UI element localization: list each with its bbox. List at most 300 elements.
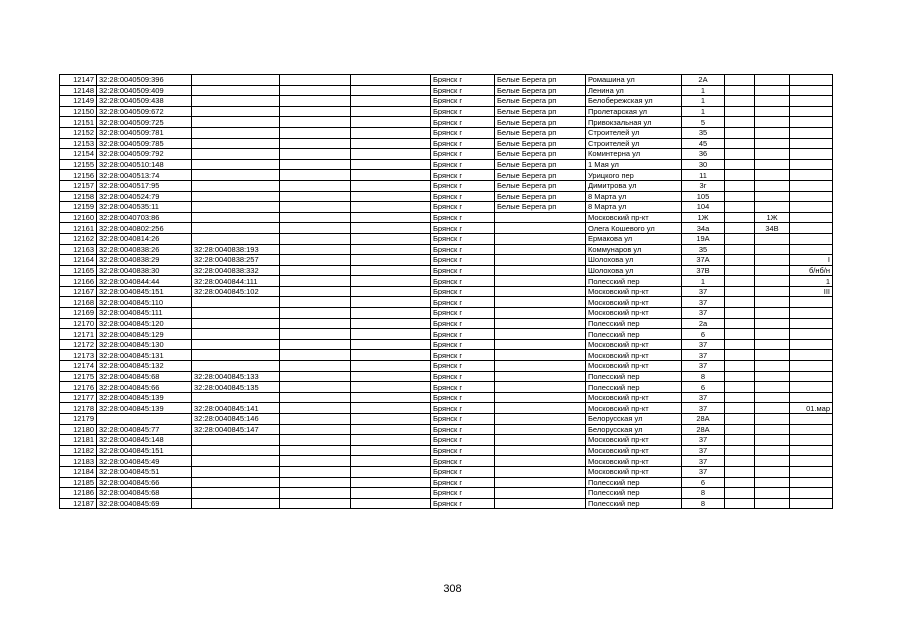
settlement-cell: Белые Берега рп <box>495 138 586 149</box>
house-cell: 30 <box>682 159 725 170</box>
blank-col-4 <box>280 435 351 446</box>
premises-cell <box>790 159 833 170</box>
blank-col-4 <box>280 233 351 244</box>
city-cell: Брянск г <box>431 85 495 96</box>
city-cell: Брянск г <box>431 180 495 191</box>
premises-cell <box>790 424 833 435</box>
street-cell: Строителей ул <box>586 127 682 138</box>
cadastral-number: 32:28:0040845:66 <box>97 382 192 393</box>
house-cell: 6 <box>682 329 725 340</box>
related-cadastral-number <box>192 361 280 372</box>
cadastral-number: 32:28:0040509:785 <box>97 138 192 149</box>
settlement-cell: Белые Берега рп <box>495 85 586 96</box>
premises-cell <box>790 477 833 488</box>
related-cadastral-number <box>192 212 280 223</box>
settlement-cell <box>495 212 586 223</box>
street-cell: Московский пр-кт <box>586 286 682 297</box>
blank-col-5 <box>351 96 431 107</box>
related-cadastral-number: 32:28:0040838:257 <box>192 255 280 266</box>
city-cell: Брянск г <box>431 361 495 372</box>
blank-col-5 <box>351 117 431 128</box>
blank-col-4 <box>280 318 351 329</box>
row-number: 12185 <box>60 477 97 488</box>
cadastral-number <box>97 414 192 425</box>
city-cell: Брянск г <box>431 403 495 414</box>
cadastral-number: 32:28:0040524:79 <box>97 191 192 202</box>
blank-col-5 <box>351 244 431 255</box>
blank-col-4 <box>280 202 351 213</box>
premises-cell: 01.мар <box>790 403 833 414</box>
structure-cell <box>755 233 790 244</box>
cadastral-number: 32:28:0040845:69 <box>97 498 192 509</box>
city-cell: Брянск г <box>431 445 495 456</box>
settlement-cell <box>495 286 586 297</box>
cadastral-number: 32:28:0040845:68 <box>97 488 192 499</box>
table-row <box>60 127 833 138</box>
street-cell: 1 Мая ул <box>586 159 682 170</box>
row-number: 12150 <box>60 106 97 117</box>
structure-cell <box>755 138 790 149</box>
related-cadastral-number: 32:28:0040845:135 <box>192 382 280 393</box>
premises-cell <box>790 180 833 191</box>
building-cell <box>725 265 755 276</box>
related-cadastral-number: 32:28:0040838:193 <box>192 244 280 255</box>
street-cell: Московский пр-кт <box>586 456 682 467</box>
premises-cell: I <box>790 255 833 266</box>
table-row <box>60 403 833 414</box>
street-cell: Ленина ул <box>586 85 682 96</box>
cadastral-number: 32:28:0040535:11 <box>97 202 192 213</box>
house-cell: 28А <box>682 414 725 425</box>
street-cell: Белорусская ул <box>586 424 682 435</box>
settlement-cell <box>495 233 586 244</box>
building-cell <box>725 414 755 425</box>
structure-cell <box>755 85 790 96</box>
row-number: 12186 <box>60 488 97 499</box>
cadastral-number: 32:28:0040845:77 <box>97 424 192 435</box>
row-number: 12178 <box>60 403 97 414</box>
cadastral-number: 32:28:0040845:151 <box>97 286 192 297</box>
house-cell: 104 <box>682 202 725 213</box>
premises-cell <box>790 329 833 340</box>
building-cell <box>725 382 755 393</box>
related-cadastral-number <box>192 329 280 340</box>
settlement-cell <box>495 435 586 446</box>
row-number: 12173 <box>60 350 97 361</box>
structure-cell <box>755 286 790 297</box>
cadastral-number: 32:28:0040845:111 <box>97 308 192 319</box>
street-cell: Белобережская ул <box>586 96 682 107</box>
row-number: 12161 <box>60 223 97 234</box>
table-row <box>60 75 833 86</box>
city-cell: Брянск г <box>431 329 495 340</box>
related-cadastral-number <box>192 445 280 456</box>
structure-cell <box>755 350 790 361</box>
row-number: 12168 <box>60 297 97 308</box>
city-cell: Брянск г <box>431 392 495 403</box>
premises-cell <box>790 339 833 350</box>
house-cell: 1 <box>682 96 725 107</box>
structure-cell <box>755 106 790 117</box>
building-cell <box>725 361 755 372</box>
blank-col-5 <box>351 414 431 425</box>
structure-cell <box>755 477 790 488</box>
table-row <box>60 308 833 319</box>
table-row <box>60 106 833 117</box>
street-cell: Шолохова ул <box>586 255 682 266</box>
house-cell: 11 <box>682 170 725 181</box>
related-cadastral-number <box>192 75 280 86</box>
related-cadastral-number <box>192 191 280 202</box>
related-cadastral-number <box>192 96 280 107</box>
table-row <box>60 297 833 308</box>
structure-cell <box>755 392 790 403</box>
settlement-cell <box>495 297 586 308</box>
settlement-cell: Белые Берега рп <box>495 149 586 160</box>
structure-cell: 34В <box>755 223 790 234</box>
city-cell: Брянск г <box>431 435 495 446</box>
blank-col-5 <box>351 466 431 477</box>
premises-cell <box>790 308 833 319</box>
settlement-cell <box>495 361 586 372</box>
house-cell: 35 <box>682 127 725 138</box>
building-cell <box>725 191 755 202</box>
structure-cell <box>755 414 790 425</box>
settlement-cell <box>495 371 586 382</box>
blank-col-4 <box>280 308 351 319</box>
table-row <box>60 149 833 160</box>
city-cell: Брянск г <box>431 191 495 202</box>
house-cell: 34а <box>682 223 725 234</box>
settlement-cell <box>495 339 586 350</box>
street-cell: 8 Марта ул <box>586 191 682 202</box>
house-cell: 2а <box>682 318 725 329</box>
table-row <box>60 233 833 244</box>
settlement-cell: Белые Берега рп <box>495 170 586 181</box>
blank-col-4 <box>280 392 351 403</box>
related-cadastral-number <box>192 127 280 138</box>
row-number: 12184 <box>60 466 97 477</box>
settlement-cell <box>495 255 586 266</box>
row-number: 12172 <box>60 339 97 350</box>
structure-cell <box>755 149 790 160</box>
settlement-cell <box>495 329 586 340</box>
related-cadastral-number: 32:28:0040845:133 <box>192 371 280 382</box>
row-number: 12180 <box>60 424 97 435</box>
building-cell <box>725 138 755 149</box>
structure-cell <box>755 424 790 435</box>
street-cell: Московский пр-кт <box>586 445 682 456</box>
row-number: 12176 <box>60 382 97 393</box>
cadastral-number: 32:28:0040814:26 <box>97 233 192 244</box>
settlement-cell: Белые Берега рп <box>495 191 586 202</box>
blank-col-4 <box>280 180 351 191</box>
row-number: 12153 <box>60 138 97 149</box>
table-row <box>60 445 833 456</box>
table-row <box>60 191 833 202</box>
structure-cell <box>755 170 790 181</box>
cadastral-number: 32:28:0040510:148 <box>97 159 192 170</box>
structure-cell <box>755 498 790 509</box>
house-cell: 19А <box>682 233 725 244</box>
house-cell: 45 <box>682 138 725 149</box>
table-row <box>60 159 833 170</box>
premises-cell <box>790 96 833 107</box>
related-cadastral-number: 32:28:0040845:146 <box>192 414 280 425</box>
premises-cell <box>790 392 833 403</box>
premises-cell <box>790 85 833 96</box>
row-number: 12152 <box>60 127 97 138</box>
premises-cell <box>790 466 833 477</box>
house-cell: 6 <box>682 477 725 488</box>
row-number: 12147 <box>60 75 97 86</box>
table-row <box>60 138 833 149</box>
blank-col-4 <box>280 488 351 499</box>
blank-col-4 <box>280 414 351 425</box>
blank-col-4 <box>280 286 351 297</box>
row-number: 12181 <box>60 435 97 446</box>
blank-col-4 <box>280 329 351 340</box>
cadastral-number: 32:28:0040844:44 <box>97 276 192 287</box>
related-cadastral-number: 32:28:0040838:332 <box>192 265 280 276</box>
cadastral-number: 32:28:0040509:781 <box>97 127 192 138</box>
table-body <box>60 75 833 509</box>
street-cell: Пролетарская ул <box>586 106 682 117</box>
house-cell: 37 <box>682 350 725 361</box>
related-cadastral-number: 32:28:0040845:147 <box>192 424 280 435</box>
table-row <box>60 466 833 477</box>
premises-cell <box>790 106 833 117</box>
house-cell: 37 <box>682 361 725 372</box>
settlement-cell: Белые Берега рп <box>495 159 586 170</box>
city-cell: Брянск г <box>431 414 495 425</box>
premises-cell <box>790 414 833 425</box>
related-cadastral-number <box>192 117 280 128</box>
building-cell <box>725 127 755 138</box>
street-cell: Олега Кошевого ул <box>586 223 682 234</box>
row-number: 12163 <box>60 244 97 255</box>
related-cadastral-number <box>192 435 280 446</box>
blank-col-5 <box>351 445 431 456</box>
house-cell: 37 <box>682 308 725 319</box>
street-cell: Урицкого пер <box>586 170 682 181</box>
building-cell <box>725 96 755 107</box>
table-row <box>60 96 833 107</box>
building-cell <box>725 350 755 361</box>
blank-col-4 <box>280 149 351 160</box>
building-cell <box>725 180 755 191</box>
house-cell: 35 <box>682 244 725 255</box>
premises-cell: III <box>790 286 833 297</box>
building-cell <box>725 85 755 96</box>
structure-cell <box>755 255 790 266</box>
cadastral-number: 32:28:0040845:129 <box>97 329 192 340</box>
house-cell: 8 <box>682 371 725 382</box>
settlement-cell: Белые Берега рп <box>495 202 586 213</box>
cadastral-number: 32:28:0040838:26 <box>97 244 192 255</box>
blank-col-5 <box>351 212 431 223</box>
city-cell: Брянск г <box>431 286 495 297</box>
row-number: 12177 <box>60 392 97 403</box>
table-row <box>60 498 833 509</box>
city-cell: Брянск г <box>431 382 495 393</box>
building-cell <box>725 276 755 287</box>
premises-cell <box>790 435 833 446</box>
settlement-cell: Белые Берега рп <box>495 75 586 86</box>
blank-col-5 <box>351 85 431 96</box>
blank-col-4 <box>280 297 351 308</box>
cadastral-number: 32:28:0040838:29 <box>97 255 192 266</box>
row-number: 12170 <box>60 318 97 329</box>
table-row <box>60 350 833 361</box>
related-cadastral-number <box>192 233 280 244</box>
table-row <box>60 477 833 488</box>
settlement-cell <box>495 392 586 403</box>
building-cell <box>725 233 755 244</box>
cadastral-number: 32:28:0040509:396 <box>97 75 192 86</box>
building-cell <box>725 75 755 86</box>
street-cell: Московский пр-кт <box>586 350 682 361</box>
blank-col-5 <box>351 403 431 414</box>
blank-col-4 <box>280 498 351 509</box>
city-cell: Брянск г <box>431 106 495 117</box>
house-cell: 2А <box>682 75 725 86</box>
row-number: 12160 <box>60 212 97 223</box>
premises-cell <box>790 297 833 308</box>
structure-cell <box>755 382 790 393</box>
premises-cell <box>790 212 833 223</box>
row-number: 12166 <box>60 276 97 287</box>
row-number: 12149 <box>60 96 97 107</box>
premises-cell: б/нб/н <box>790 265 833 276</box>
street-cell: Полесский пер <box>586 276 682 287</box>
structure-cell <box>755 191 790 202</box>
structure-cell <box>755 339 790 350</box>
city-cell: Брянск г <box>431 159 495 170</box>
city-cell: Брянск г <box>431 339 495 350</box>
building-cell <box>725 392 755 403</box>
settlement-cell: Белые Берега рп <box>495 96 586 107</box>
related-cadastral-number <box>192 318 280 329</box>
house-cell: 8 <box>682 498 725 509</box>
blank-col-4 <box>280 75 351 86</box>
blank-col-4 <box>280 223 351 234</box>
street-cell: Полесский пер <box>586 329 682 340</box>
cadastral-number: 32:28:0040845:51 <box>97 466 192 477</box>
building-cell <box>725 456 755 467</box>
blank-col-4 <box>280 170 351 181</box>
cadastral-number: 32:28:0040509:672 <box>97 106 192 117</box>
blank-col-5 <box>351 276 431 287</box>
settlement-cell <box>495 456 586 467</box>
building-cell <box>725 244 755 255</box>
blank-col-4 <box>280 456 351 467</box>
blank-col-4 <box>280 382 351 393</box>
row-number: 12187 <box>60 498 97 509</box>
blank-col-5 <box>351 498 431 509</box>
building-cell <box>725 255 755 266</box>
structure-cell <box>755 117 790 128</box>
house-cell: 105 <box>682 191 725 202</box>
row-number: 12164 <box>60 255 97 266</box>
row-number: 12171 <box>60 329 97 340</box>
settlement-cell <box>495 308 586 319</box>
house-cell: 1 <box>682 276 725 287</box>
blank-col-5 <box>351 138 431 149</box>
building-cell <box>725 297 755 308</box>
blank-col-5 <box>351 180 431 191</box>
street-cell: Московский пр-кт <box>586 339 682 350</box>
row-number: 12158 <box>60 191 97 202</box>
table-row <box>60 435 833 446</box>
building-cell <box>725 477 755 488</box>
blank-col-4 <box>280 477 351 488</box>
blank-col-5 <box>351 297 431 308</box>
table-row <box>60 85 833 96</box>
street-cell: Ермакова ул <box>586 233 682 244</box>
structure-cell <box>755 435 790 446</box>
blank-col-5 <box>351 456 431 467</box>
blank-col-5 <box>351 435 431 446</box>
row-number: 12182 <box>60 445 97 456</box>
page-number: 308 <box>443 583 462 595</box>
premises-cell <box>790 498 833 509</box>
blank-col-4 <box>280 445 351 456</box>
cadastral-number: 32:28:0040517:95 <box>97 180 192 191</box>
city-cell: Брянск г <box>431 223 495 234</box>
city-cell: Брянск г <box>431 498 495 509</box>
street-cell: Димитрова ул <box>586 180 682 191</box>
city-cell: Брянск г <box>431 233 495 244</box>
settlement-cell <box>495 424 586 435</box>
blank-col-5 <box>351 202 431 213</box>
related-cadastral-number <box>192 170 280 181</box>
premises-cell <box>790 191 833 202</box>
blank-col-4 <box>280 159 351 170</box>
street-cell: Привокзальная ул <box>586 117 682 128</box>
blank-col-5 <box>351 318 431 329</box>
blank-col-5 <box>351 339 431 350</box>
city-cell: Брянск г <box>431 350 495 361</box>
table-row <box>60 371 833 382</box>
building-cell <box>725 106 755 117</box>
blank-col-5 <box>351 392 431 403</box>
blank-col-4 <box>280 466 351 477</box>
structure-cell <box>755 297 790 308</box>
building-cell <box>725 149 755 160</box>
blank-col-4 <box>280 212 351 223</box>
cadastral-number: 32:28:0040513:74 <box>97 170 192 181</box>
city-cell: Брянск г <box>431 477 495 488</box>
house-cell: 37 <box>682 466 725 477</box>
settlement-cell <box>495 350 586 361</box>
street-cell: Московский пр-кт <box>586 308 682 319</box>
street-cell: Шолохова ул <box>586 265 682 276</box>
related-cadastral-number <box>192 339 280 350</box>
table-row <box>60 318 833 329</box>
street-cell: Московский пр-кт <box>586 297 682 308</box>
blank-col-4 <box>280 339 351 350</box>
street-cell: Коммунаров ул <box>586 244 682 255</box>
blank-col-5 <box>351 223 431 234</box>
settlement-cell <box>495 445 586 456</box>
house-cell: 28А <box>682 424 725 435</box>
premises-cell <box>790 382 833 393</box>
city-cell: Брянск г <box>431 488 495 499</box>
structure-cell <box>755 308 790 319</box>
city-cell: Брянск г <box>431 149 495 160</box>
blank-col-4 <box>280 106 351 117</box>
